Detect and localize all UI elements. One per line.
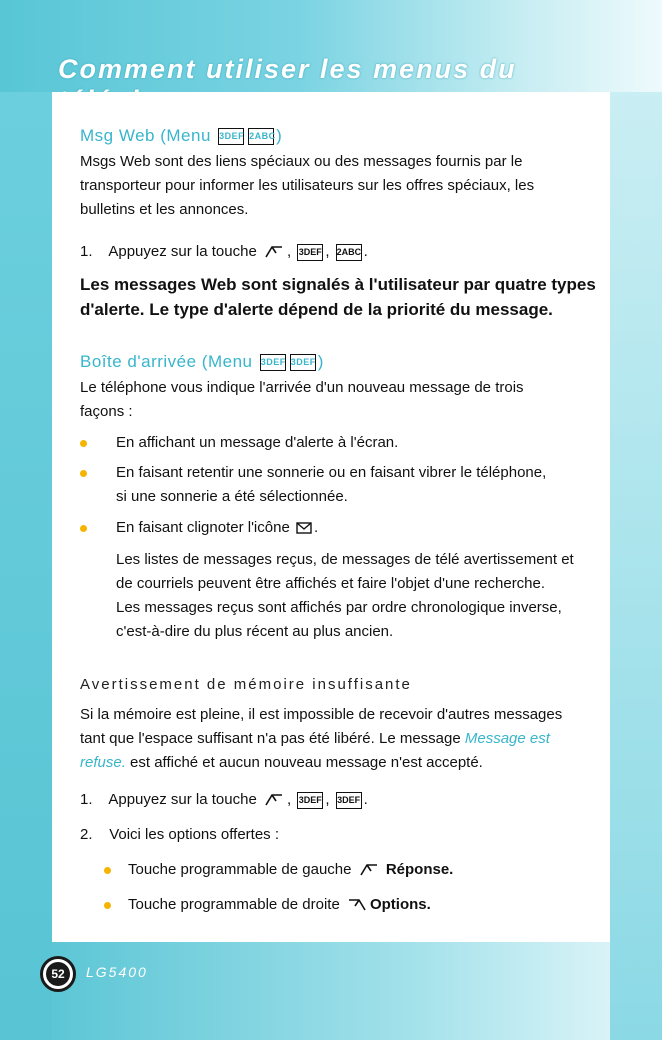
inbox-intro: Le téléphone vous indique l'arrivée d'un nouveau message de trois façons : [80,379,524,420]
left-soft-key-icon [263,792,285,808]
inbox-bullet-1: En affichant un message d'alerte à l'écran. [116,434,399,451]
msg-web-step-1: 1. Appuyez sur la touche , 3DEF , 2ABC . [80,243,368,260]
left-soft-key-icon [358,862,380,878]
key-3-icon: 3DEF [290,354,316,371]
inbox-bullet-2: En faisant retentir une sonnerie ou en faisant vibrer le téléphone, si une sonnerie a été sélectionnée. [116,464,547,505]
right-soft-key-icon [346,897,368,913]
bullet-icon [104,902,111,909]
msg-web-heading: Msg Web (Menu 3DEF 2ABC) [80,126,283,145]
bullet-icon [80,440,87,447]
bullet-icon [80,470,87,477]
key-2-icon: 2ABC [336,244,362,261]
left-decorative-bar [0,92,52,1040]
memory-heading: Avertissement de mémoire insuffisante [80,676,412,693]
right-decorative-bar [610,92,662,1040]
option-left-soft-key: Touche programmable de gauche Réponse. [128,861,454,878]
memory-step-1: 1. Appuyez sur la touche , 3DEF , 3DEF . [80,791,368,808]
msg-web-description: Msgs Web sont des liens spéciaux ou des messages fournis par le transporteur pour informer les utilisateurs sur les offres spéciaux, les bulletins et les annonces. [80,153,535,218]
envelope-icon [296,522,312,534]
page-number: 52 [46,962,70,986]
header-banner [0,0,662,92]
bullet-icon [104,867,111,874]
key-3-icon: 3DEF [218,128,244,145]
page-title: Comment utiliser les menus du [58,54,517,84]
key-3-icon: 3DEF [336,792,362,809]
msg-web-alert-note: Les messages Web sont signalés à l'utilisateur par quatre types d'alerte. Le type d'alerte dépend de la priorité du message. [80,275,596,319]
memory-description: Si la mémoire est pleine, il est impossible de recevoir d'autres messages tant que l'espace suffisant n'a pas été libéré. Le message Message est refuse. est affiché et aucun nouveau message n'est accepté. [80,706,563,771]
bullet-icon [80,525,87,532]
inbox-details: Les listes de messages reçus, de messages de télé avertissement et de courriels peuvent être affichés et faire l'objet d'une recherche. Les messages reçus sont affichés par ordre chronologique inverse, c'est-à-dire du plus récent au plus ancien. [116,551,574,640]
key-3-icon: 3DEF [297,244,323,261]
option-right-soft-key: Touche programmable de droite Options. [128,896,431,913]
inbox-heading: Boîte d'arrivée (Menu 3DEF 3DEF ) [80,352,324,371]
key-3-icon: 3DEF [297,792,323,809]
key-2-icon: 2ABC [248,128,274,145]
inbox-bullet-3: En faisant clignoter l'icône . [116,519,319,536]
key-3-icon: 3DEF [260,354,286,371]
page-number-badge [40,956,76,992]
left-soft-key-icon [263,244,285,260]
model-name: LG5400 [86,964,148,980]
memory-step-2: 2. Voici les options offertes : [80,826,280,843]
footer-band [52,942,610,1040]
